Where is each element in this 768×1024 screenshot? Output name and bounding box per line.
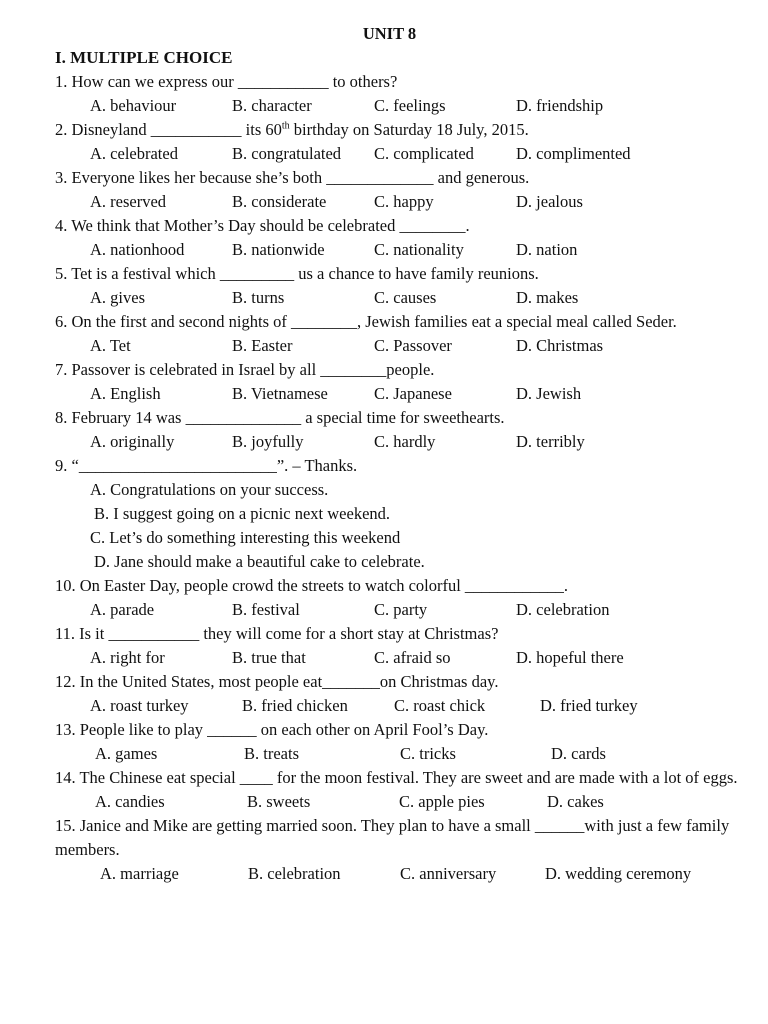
question-1 (55, 70, 742, 118)
question-14 (55, 766, 742, 814)
option-b: B. festival (232, 600, 300, 619)
option-d: D. celebration (516, 600, 610, 619)
options-row (55, 862, 742, 886)
option-d: D. Jane should make a beautiful cake to celebrate. (94, 552, 425, 571)
options-row (55, 790, 742, 814)
question-stem: 6. On the first and second nights of ________, Jewish families eat a special meal called Seder. (55, 312, 677, 331)
option-b: B. true that (232, 648, 306, 667)
option-c: C. complicated (374, 144, 474, 163)
option-a: A. Congratulations on your success. (90, 480, 329, 499)
option-b: B. fried chicken (242, 696, 348, 715)
option-c: C. Japanese (374, 384, 452, 403)
unit-title: UNIT 8 (362, 24, 417, 43)
question-6 (55, 310, 742, 358)
options-row (55, 142, 742, 166)
option-c: C. anniversary (400, 864, 497, 883)
option-b: B. turns (232, 288, 285, 307)
question-stem: 10. On Easter Day, people crowd the streets to watch colorful ____________. (55, 576, 569, 595)
option-a: A. English (90, 384, 161, 403)
option-c: C. nationality (374, 240, 464, 259)
question-12 (55, 670, 742, 718)
option-d: D. nation (516, 240, 578, 259)
option-d: D. jealous (516, 192, 583, 211)
options-row (55, 94, 742, 118)
option-c: C. apple pies (399, 792, 485, 811)
option-d: D. terribly (516, 432, 585, 451)
option-b: B. nationwide (232, 240, 325, 259)
option-c: C. Passover (374, 336, 452, 355)
question-stem: 15. Janice and Mike are getting married soon. They plan to have a small ______with just a few family members. (55, 816, 730, 859)
question-13 (55, 718, 742, 766)
question-5 (55, 262, 742, 310)
question-stem: 11. Is it ___________ they will come for a short stay at Christmas? (55, 624, 499, 643)
question-stem: 8. February 14 was ______________ a special time for sweethearts. (55, 408, 505, 427)
option-d: D. complimented (516, 144, 631, 163)
question-15 (55, 814, 742, 886)
option-c: C. happy (374, 192, 434, 211)
question-stem: 12. In the United States, most people eat_______on Christmas day. (55, 672, 499, 691)
options-row (55, 430, 742, 454)
options-row (55, 334, 742, 358)
options-row (55, 742, 742, 766)
option-b: B. sweets (247, 792, 311, 811)
question-stem (55, 118, 742, 142)
option-b: B. character (232, 96, 312, 115)
option-d: D. fried turkey (540, 696, 638, 715)
question-4 (55, 214, 742, 262)
option-a: A. reserved (90, 192, 167, 211)
question-10 (55, 574, 742, 622)
option-c: C. causes (374, 288, 437, 307)
question-7 (55, 358, 742, 406)
option-b: B. congratulated (232, 144, 342, 163)
options-row (55, 190, 742, 214)
option-b: B. I suggest going on a picnic next weekend. (94, 504, 391, 523)
question-stem: 5. Tet is a festival which _________ us a chance to have family reunions. (55, 264, 539, 283)
options-row (55, 382, 742, 406)
options-row (55, 598, 742, 622)
option-b: B. Vietnamese (232, 384, 328, 403)
option-c: C. roast chick (394, 696, 486, 715)
question-11 (55, 622, 742, 670)
option-d: D. Christmas (516, 336, 604, 355)
question-8 (55, 406, 742, 454)
stem-part-b: birthday on Saturday 18 July, 2015. (289, 120, 529, 139)
question-9 (55, 454, 742, 574)
option-a: A. marriage (100, 864, 179, 883)
option-b: B. Easter (232, 336, 293, 355)
question-3 (55, 166, 742, 214)
option-c: C. afraid so (374, 648, 451, 667)
option-a: A. behaviour (90, 96, 177, 115)
option-a: A. originally (90, 432, 175, 451)
question-stem: 1. How can we express our ___________ to others? (55, 72, 398, 91)
question-stem: 7. Passover is celebrated in Israel by all ________people. (55, 360, 435, 379)
question-stem: 3. Everyone likes her because she’s both _____________ and generous. (55, 168, 530, 187)
option-c: C. hardly (374, 432, 436, 451)
options-row (55, 646, 742, 670)
question-stem: 4. We think that Mother’s Day should be celebrated ________. (55, 216, 470, 235)
option-d: D. cakes (547, 792, 604, 811)
option-b: B. celebration (248, 864, 341, 883)
question-2 (55, 118, 742, 166)
option-b: B. joyfully (232, 432, 304, 451)
question-stem: 9. “________________________”. – Thanks. (55, 456, 358, 475)
option-c: C. party (374, 600, 428, 619)
option-d: D. wedding ceremony (545, 864, 692, 883)
option-a: A. right for (90, 648, 165, 667)
ordinal-suffix: th (281, 120, 290, 132)
option-a: A. candies (95, 792, 165, 811)
stem-part-a: 2. Disneyland ___________ its 60 (55, 120, 282, 139)
option-b: B. treats (244, 744, 299, 763)
option-d: D. hopeful there (516, 648, 624, 667)
option-d: D. Jewish (516, 384, 582, 403)
option-d: D. friendship (516, 96, 604, 115)
option-c: C. feelings (374, 96, 446, 115)
option-a: A. celebrated (90, 144, 178, 163)
option-b: B. considerate (232, 192, 327, 211)
question-stem: 14. The Chinese eat special ____ for the moon festival. They are sweet and are made with a lot of eggs. (55, 768, 738, 787)
option-a: A. roast turkey (90, 696, 189, 715)
option-c: C. Let’s do something interesting this weekend (90, 528, 401, 547)
option-d: D. cards (551, 744, 606, 763)
options-stack (55, 478, 742, 574)
options-row (55, 694, 742, 718)
option-a: A. games (95, 744, 158, 763)
option-a: A. gives (90, 288, 145, 307)
option-c: C. tricks (400, 744, 456, 763)
options-row (55, 286, 742, 310)
option-a: A. nationhood (90, 240, 185, 259)
option-d: D. makes (516, 288, 579, 307)
options-row (55, 238, 742, 262)
option-a: A. parade (90, 600, 155, 619)
question-stem: 13. People like to play ______ on each other on April Fool’s Day. (55, 720, 489, 739)
section-title: I. MULTIPLE CHOICE (55, 48, 233, 67)
option-a: A. Tet (90, 336, 131, 355)
